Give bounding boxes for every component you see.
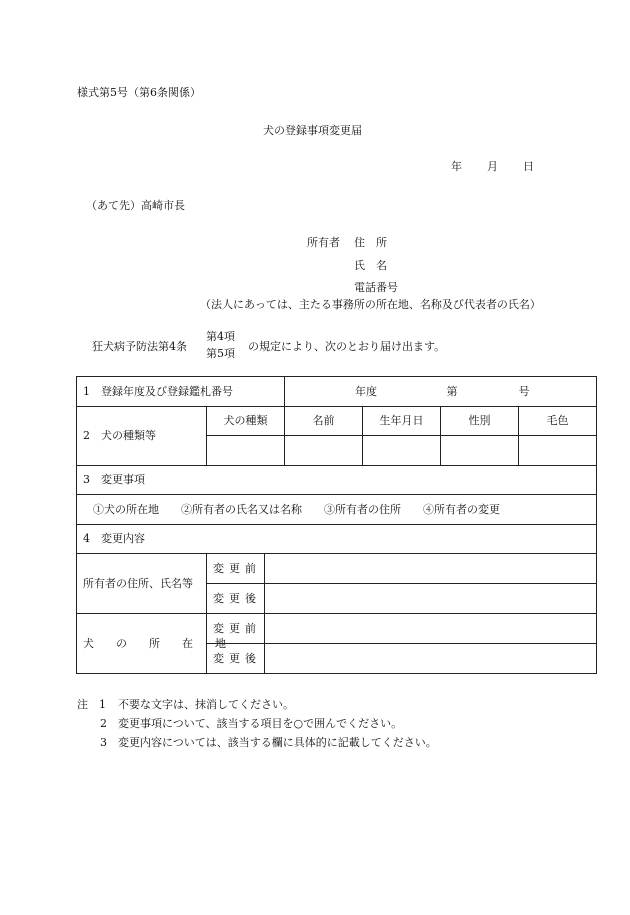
document-title: 犬の登録事項変更届	[263, 124, 362, 137]
option-owner-name[interactable]: ②所有者の氏名又は名称	[181, 502, 302, 516]
owner-change-label: 所有者の住所、氏名等	[77, 554, 207, 614]
dog-name-field[interactable]	[285, 436, 363, 466]
dog-breed-field[interactable]	[207, 436, 285, 466]
owner-name-label: 氏 名	[354, 259, 387, 272]
header-dog-breed: 犬の種類	[207, 407, 285, 436]
option-dog-location[interactable]: ①犬の所在地	[93, 502, 159, 516]
registration-no-cell[interactable]	[441, 377, 519, 407]
registration-number-label: 1 登録年度及び登録鑑札番号	[77, 377, 285, 407]
no-label: 第	[446, 384, 458, 398]
owner-phone-label: 電話番号	[354, 281, 398, 294]
owner-before-field[interactable]	[265, 554, 597, 584]
note-2-text: 変更事項について、該当する項目を○で囲んでください。	[118, 717, 403, 730]
table-row	[77, 407, 597, 436]
location-before-label: 変更前	[207, 614, 265, 644]
addressee: （あて先）高崎市長	[86, 199, 185, 212]
dog-coat-color-field[interactable]	[519, 436, 597, 466]
owner-after-field[interactable]	[265, 584, 597, 614]
registration-change-table	[76, 376, 597, 674]
table-row	[77, 554, 597, 584]
registration-go-cell[interactable]	[519, 377, 597, 407]
dog-type-label: 2 犬の種類等	[77, 407, 207, 466]
corporate-note: （法人にあっては、主たる事務所の所在地、名称及び代表者の氏名）	[200, 298, 541, 311]
owner-before-label: 変更前	[207, 554, 265, 584]
form-number: 様式第5号（第6条関係）	[77, 86, 201, 99]
owner-address-label: 住 所	[354, 236, 387, 249]
header-name: 名前	[285, 407, 363, 436]
table-row	[77, 377, 597, 407]
dog-location-label: 犬の所在地	[77, 614, 207, 674]
year-label: 年度	[355, 384, 377, 398]
option-owner-address[interactable]: ③所有者の住所	[324, 502, 401, 516]
change-items-options	[77, 495, 597, 525]
note-3-text: 変更内容については、該当する欄に具体的に記載してください。	[118, 736, 437, 749]
statement-clause-a: 第4項	[206, 330, 235, 343]
note-3-number: 3	[100, 736, 107, 749]
change-items-label: 3 変更事項	[77, 466, 597, 495]
note-1-text: 不要な文字は、抹消してください。	[118, 698, 294, 711]
location-before-field[interactable]	[265, 614, 597, 644]
table-row	[77, 466, 597, 495]
header-sex: 性別	[441, 407, 519, 436]
location-after-field[interactable]	[265, 644, 597, 674]
header-birthdate: 生年月日	[363, 407, 441, 436]
dog-birthdate-field[interactable]	[363, 436, 441, 466]
date-month-label: 月	[487, 160, 498, 173]
option-owner-change[interactable]: ④所有者の変更	[423, 502, 500, 516]
statement-suffix: の規定により、次のとおり届け出ます。	[248, 340, 446, 353]
table-row	[77, 495, 597, 525]
dog-sex-field[interactable]	[441, 436, 519, 466]
table-row	[77, 614, 597, 644]
header-coat-color: 毛色	[519, 407, 597, 436]
owner-label: 所有者	[307, 236, 340, 249]
registration-year-cell[interactable]	[285, 377, 441, 407]
statement-prefix: 狂犬病予防法第4条	[92, 340, 187, 353]
date-year-label: 年	[451, 160, 462, 173]
table-row	[77, 525, 597, 554]
location-after-label: 変更後	[207, 644, 265, 674]
date-day-label: 日	[523, 160, 534, 173]
owner-after-label: 変更後	[207, 584, 265, 614]
go-label: 号	[518, 384, 530, 398]
change-details-label: 4 変更内容	[77, 525, 597, 554]
note-1-number: 注 1	[77, 698, 106, 711]
statement-clause-b: 第5項	[206, 347, 235, 360]
note-2-number: 2	[100, 717, 107, 730]
